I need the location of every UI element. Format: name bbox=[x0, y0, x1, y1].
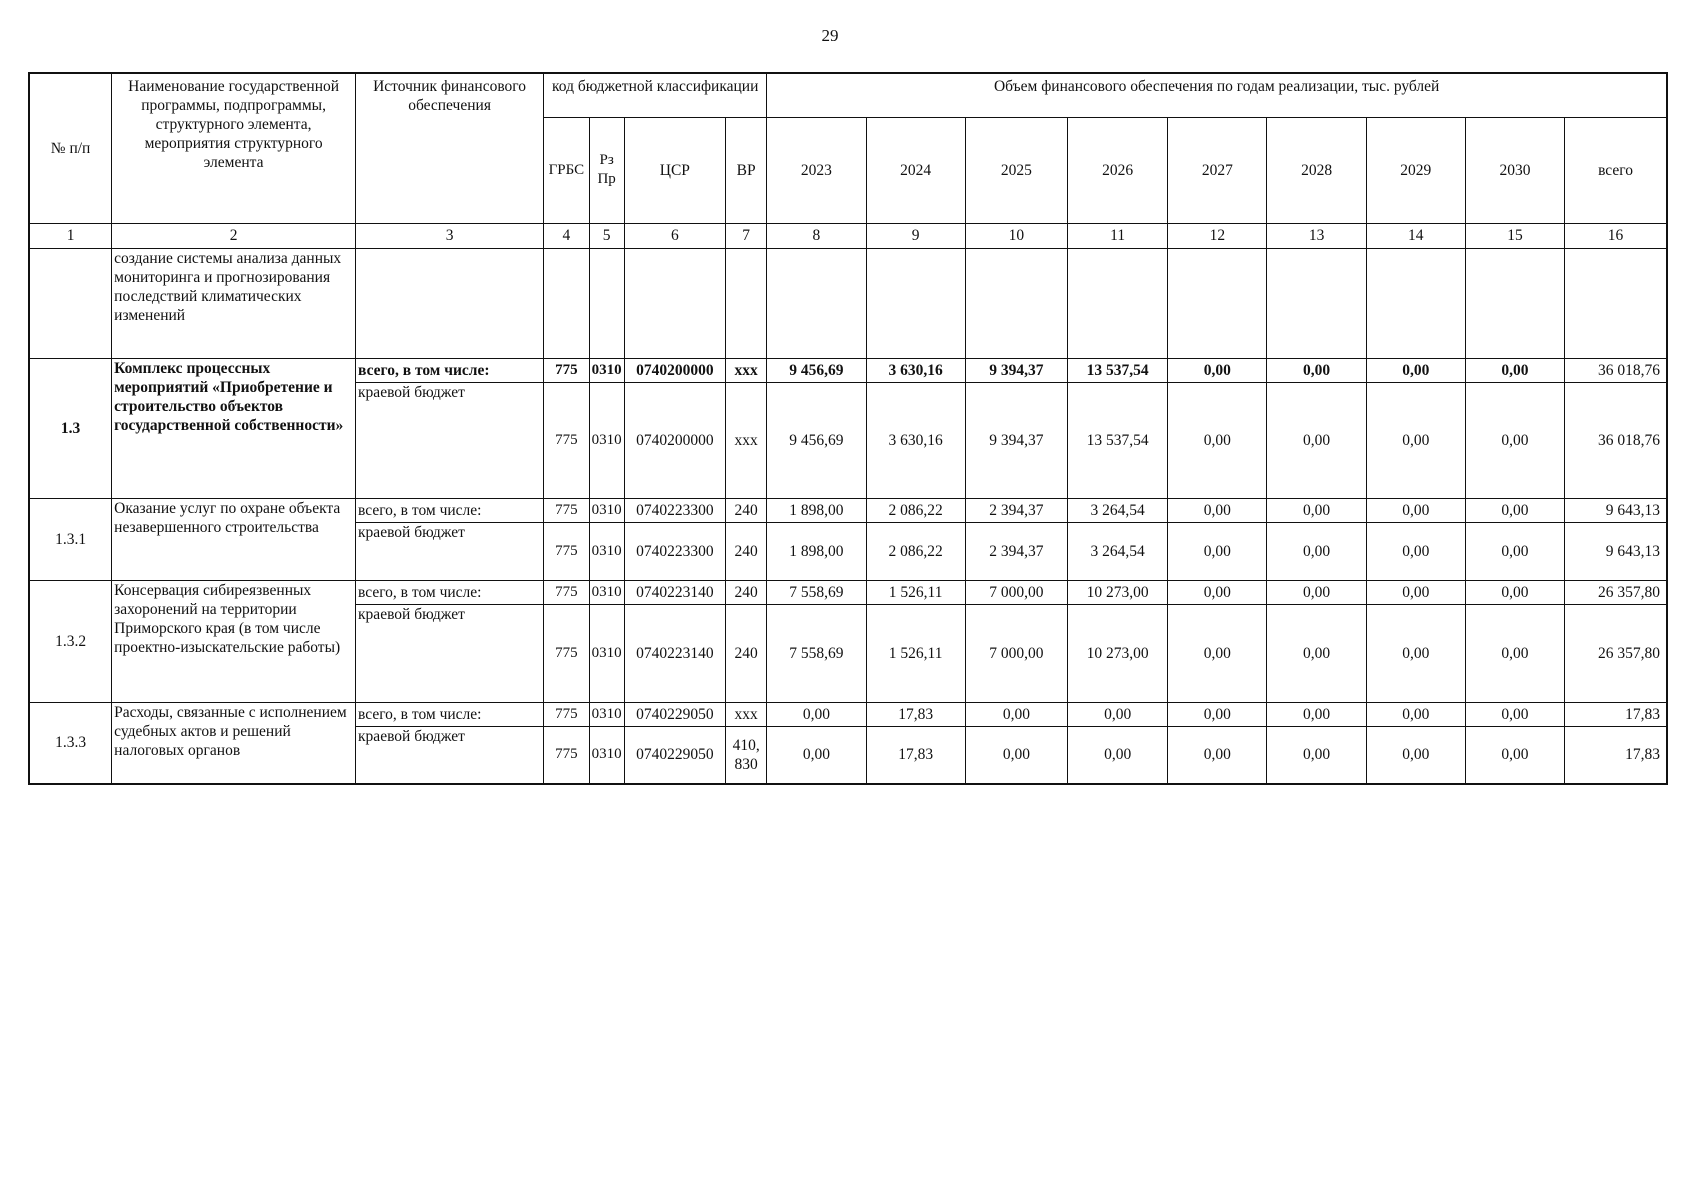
year-value-cell: 9 394,37 bbox=[965, 358, 1067, 382]
year-value-cell: 0,00 bbox=[1366, 604, 1465, 702]
year-value-cell: 0,00 bbox=[1267, 358, 1366, 382]
column-number: 8 bbox=[767, 223, 866, 248]
page-number: 29 bbox=[821, 26, 839, 45]
header-kbk: код бюджетной классификации bbox=[544, 73, 767, 117]
column-number: 1 bbox=[29, 223, 112, 248]
year-value-cell: 3 264,54 bbox=[1068, 498, 1168, 522]
year-value-cell: 0,00 bbox=[1168, 522, 1267, 580]
year-value-cell: 0,00 bbox=[1366, 498, 1465, 522]
rzpr-cell: 0310 bbox=[589, 522, 624, 580]
year-value-cell: 9 456,69 bbox=[767, 358, 866, 382]
year-value-cell: 1 898,00 bbox=[767, 522, 866, 580]
rzpr-cell: 0310 bbox=[589, 604, 624, 702]
row-number: 1.3.2 bbox=[29, 580, 112, 702]
year-value-cell: 10 273,00 bbox=[1068, 604, 1168, 702]
year-value-cell: 0,00 bbox=[1267, 726, 1366, 784]
rzpr-cell: 0310 bbox=[589, 358, 624, 382]
header-rzpr: Рз Пр bbox=[589, 117, 624, 223]
total-value-cell: 17,83 bbox=[1565, 702, 1667, 726]
year-value-cell: 1 526,11 bbox=[866, 580, 965, 604]
column-number: 4 bbox=[544, 223, 589, 248]
budget-table-wrapper bbox=[28, 72, 1668, 785]
header-total: всего bbox=[1565, 117, 1667, 223]
header-year: 2030 bbox=[1465, 117, 1564, 223]
year-value-cell: 0,00 bbox=[1168, 702, 1267, 726]
header-year: 2029 bbox=[1366, 117, 1465, 223]
grbs-cell: 775 bbox=[544, 382, 589, 498]
vr-cell: 240 bbox=[725, 580, 766, 604]
header-year: 2027 bbox=[1168, 117, 1267, 223]
year-value-cell: 0,00 bbox=[1068, 726, 1168, 784]
header-volume: Объем финансового обеспечения по годам реализации, тыс. рублей bbox=[767, 73, 1667, 117]
vr-cell: xxx bbox=[725, 702, 766, 726]
year-value-cell: 7 558,69 bbox=[767, 580, 866, 604]
column-number: 11 bbox=[1068, 223, 1168, 248]
source-cell: всего, в том числе: bbox=[356, 498, 544, 522]
grbs-cell: 775 bbox=[544, 604, 589, 702]
year-value-cell: 0,00 bbox=[1267, 498, 1366, 522]
continuation-text: создание системы анализа данных мониторинга и прогнозирования последствий климатических изменений bbox=[112, 248, 356, 358]
column-number: 12 bbox=[1168, 223, 1267, 248]
total-value-cell: 9 643,13 bbox=[1565, 498, 1667, 522]
total-value-cell: 26 357,80 bbox=[1565, 604, 1667, 702]
csr-cell: 0740200000 bbox=[624, 382, 725, 498]
year-value-cell: 0,00 bbox=[1366, 580, 1465, 604]
row-number: 1.3.1 bbox=[29, 498, 112, 580]
header-year: 2025 bbox=[965, 117, 1067, 223]
rzpr-cell: 0310 bbox=[589, 580, 624, 604]
year-value-cell: 0,00 bbox=[1267, 702, 1366, 726]
year-value-cell: 0,00 bbox=[1465, 498, 1564, 522]
vr-cell: xxx bbox=[725, 358, 766, 382]
year-value-cell: 0,00 bbox=[1465, 382, 1564, 498]
year-value-cell: 0,00 bbox=[1267, 382, 1366, 498]
year-value-cell: 0,00 bbox=[1465, 580, 1564, 604]
header-year: 2024 bbox=[866, 117, 965, 223]
vr-cell: xxx bbox=[725, 382, 766, 498]
row-name: Оказание услуг по охране объекта незавершенного строительства bbox=[112, 498, 356, 580]
rzpr-cell: 0310 bbox=[589, 726, 624, 784]
total-value-cell: 9 643,13 bbox=[1565, 522, 1667, 580]
year-value-cell: 0,00 bbox=[1465, 702, 1564, 726]
year-value-cell: 7 000,00 bbox=[965, 604, 1067, 702]
rzpr-cell: 0310 bbox=[589, 498, 624, 522]
year-value-cell: 0,00 bbox=[1168, 358, 1267, 382]
grbs-cell: 775 bbox=[544, 498, 589, 522]
year-value-cell: 7 558,69 bbox=[767, 604, 866, 702]
column-number: 16 bbox=[1565, 223, 1667, 248]
csr-cell: 0740223300 bbox=[624, 522, 725, 580]
vr-cell: 240 bbox=[725, 522, 766, 580]
total-value-cell: 17,83 bbox=[1565, 726, 1667, 784]
header-csr: ЦСР bbox=[624, 117, 725, 223]
row-name: Комплекс процессных мероприятий «Приобретение и строительство объектов государственной собственности» bbox=[112, 358, 356, 498]
rzpr-cell: 0310 bbox=[589, 702, 624, 726]
source-cell: краевой бюджет bbox=[356, 382, 544, 498]
year-value-cell: 0,00 bbox=[965, 702, 1067, 726]
year-value-cell: 0,00 bbox=[1168, 580, 1267, 604]
year-value-cell: 0,00 bbox=[1168, 726, 1267, 784]
year-value-cell: 0,00 bbox=[1168, 604, 1267, 702]
year-value-cell: 10 273,00 bbox=[1068, 580, 1168, 604]
column-number: 3 bbox=[356, 223, 544, 248]
year-value-cell: 0,00 bbox=[965, 726, 1067, 784]
csr-cell: 0740229050 bbox=[624, 726, 725, 784]
grbs-cell: 775 bbox=[544, 702, 589, 726]
column-number: 10 bbox=[965, 223, 1067, 248]
header-year: 2026 bbox=[1068, 117, 1168, 223]
total-value-cell: 36 018,76 bbox=[1565, 382, 1667, 498]
year-value-cell: 9 394,37 bbox=[965, 382, 1067, 498]
column-number: 15 bbox=[1465, 223, 1564, 248]
year-value-cell: 1 898,00 bbox=[767, 498, 866, 522]
source-cell: краевой бюджет bbox=[356, 726, 544, 784]
column-number: 14 bbox=[1366, 223, 1465, 248]
year-value-cell: 0,00 bbox=[1366, 702, 1465, 726]
year-value-cell: 0,00 bbox=[1465, 522, 1564, 580]
total-value-cell: 36 018,76 bbox=[1565, 358, 1667, 382]
year-value-cell: 0,00 bbox=[1168, 498, 1267, 522]
year-value-cell: 1 526,11 bbox=[866, 604, 965, 702]
year-value-cell: 3 630,16 bbox=[866, 382, 965, 498]
year-value-cell: 2 394,37 bbox=[965, 498, 1067, 522]
column-number: 9 bbox=[866, 223, 965, 248]
year-value-cell: 0,00 bbox=[1168, 382, 1267, 498]
header-year: 2023 bbox=[767, 117, 866, 223]
year-value-cell: 0,00 bbox=[1267, 604, 1366, 702]
year-value-cell: 0,00 bbox=[1366, 522, 1465, 580]
header-name: Наименование государственной программы, подпрограммы, структурного элемента, мероприятия структурного элемента bbox=[112, 73, 356, 223]
table-row bbox=[29, 498, 1667, 522]
header-vr: ВР bbox=[725, 117, 766, 223]
csr-cell: 0740229050 bbox=[624, 702, 725, 726]
year-value-cell: 0,00 bbox=[1366, 382, 1465, 498]
grbs-cell: 775 bbox=[544, 726, 589, 784]
year-value-cell: 0,00 bbox=[1465, 726, 1564, 784]
source-cell: всего, в том числе: bbox=[356, 702, 544, 726]
budget-table bbox=[28, 72, 1668, 785]
column-number: 2 bbox=[112, 223, 356, 248]
year-value-cell: 0,00 bbox=[767, 726, 866, 784]
table-row bbox=[29, 358, 1667, 382]
source-cell: краевой бюджет bbox=[356, 604, 544, 702]
year-value-cell: 17,83 bbox=[866, 702, 965, 726]
year-value-cell: 0,00 bbox=[1465, 604, 1564, 702]
rzpr-cell: 0310 bbox=[589, 382, 624, 498]
year-value-cell: 13 537,54 bbox=[1068, 358, 1168, 382]
table-row bbox=[29, 580, 1667, 604]
header-grbs: ГРБС bbox=[544, 117, 589, 223]
year-value-cell: 9 456,69 bbox=[767, 382, 866, 498]
year-value-cell: 7 000,00 bbox=[965, 580, 1067, 604]
header-source: Источник финансового обеспечения bbox=[356, 73, 544, 223]
year-value-cell: 13 537,54 bbox=[1068, 382, 1168, 498]
column-number: 6 bbox=[624, 223, 725, 248]
vr-cell: 410, 830 bbox=[725, 726, 766, 784]
csr-cell: 0740223140 bbox=[624, 580, 725, 604]
year-value-cell: 3 630,16 bbox=[866, 358, 965, 382]
csr-cell: 0740223140 bbox=[624, 604, 725, 702]
year-value-cell: 0,00 bbox=[1068, 702, 1168, 726]
row-number: 1.3 bbox=[29, 358, 112, 498]
column-number: 13 bbox=[1267, 223, 1366, 248]
grbs-cell: 775 bbox=[544, 522, 589, 580]
year-value-cell: 0,00 bbox=[1267, 522, 1366, 580]
grbs-cell: 775 bbox=[544, 358, 589, 382]
csr-cell: 0740223300 bbox=[624, 498, 725, 522]
total-value-cell: 26 357,80 bbox=[1565, 580, 1667, 604]
column-number-row bbox=[29, 223, 1667, 248]
vr-cell: 240 bbox=[725, 498, 766, 522]
vr-cell: 240 bbox=[725, 604, 766, 702]
grbs-cell: 775 bbox=[544, 580, 589, 604]
continuation-row bbox=[29, 248, 1667, 358]
column-number: 5 bbox=[589, 223, 624, 248]
header-num: № п/п bbox=[29, 73, 112, 223]
year-value-cell: 2 086,22 bbox=[866, 522, 965, 580]
row-name: Расходы, связанные с исполнением судебных актов и решений налоговых органов bbox=[112, 702, 356, 784]
year-value-cell: 2 086,22 bbox=[866, 498, 965, 522]
table-row bbox=[29, 702, 1667, 726]
year-value-cell: 2 394,37 bbox=[965, 522, 1067, 580]
header-year: 2028 bbox=[1267, 117, 1366, 223]
row-name: Консервация сибиреязвенных захоронений на территории Приморского края (в том числе проектно-изыскательские работы) bbox=[112, 580, 356, 702]
column-number: 7 bbox=[725, 223, 766, 248]
source-cell: краевой бюджет bbox=[356, 522, 544, 580]
year-value-cell: 3 264,54 bbox=[1068, 522, 1168, 580]
year-value-cell: 0,00 bbox=[1465, 358, 1564, 382]
year-value-cell: 0,00 bbox=[1267, 580, 1366, 604]
source-cell: всего, в том числе: bbox=[356, 358, 544, 382]
year-value-cell: 17,83 bbox=[866, 726, 965, 784]
year-value-cell: 0,00 bbox=[767, 702, 866, 726]
year-value-cell: 0,00 bbox=[1366, 726, 1465, 784]
source-cell: всего, в том числе: bbox=[356, 580, 544, 604]
csr-cell: 0740200000 bbox=[624, 358, 725, 382]
row-number: 1.3.3 bbox=[29, 702, 112, 784]
year-value-cell: 0,00 bbox=[1366, 358, 1465, 382]
